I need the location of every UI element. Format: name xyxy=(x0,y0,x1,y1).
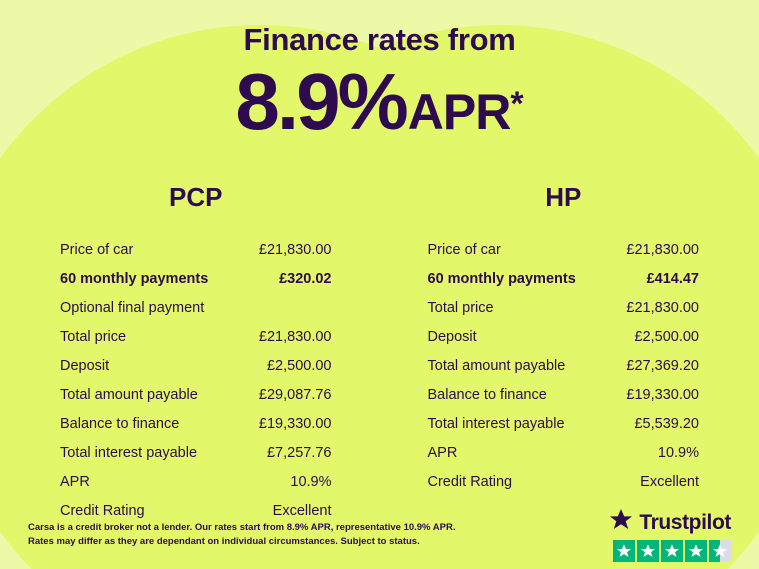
footer xyxy=(0,501,759,569)
table-row xyxy=(404,409,724,438)
row-value: £21,830.00 xyxy=(626,241,699,258)
row-value: £29,087.76 xyxy=(258,386,332,403)
table-row xyxy=(36,235,356,264)
table-row xyxy=(404,380,724,409)
rate-unit: APR xyxy=(407,84,511,140)
row-label: Price of car xyxy=(427,241,501,258)
star-icon xyxy=(637,540,659,562)
table-row xyxy=(36,351,356,380)
row-value: £414.47 xyxy=(646,270,699,287)
rate-asterisk: * xyxy=(510,85,524,123)
row-label: 60 monthly payments xyxy=(60,270,209,287)
table-row xyxy=(404,351,724,380)
row-label: Total interest payable xyxy=(60,444,198,461)
row-label: APR xyxy=(60,473,90,490)
row-label: Balance to finance xyxy=(60,415,180,432)
row-value: Excellent xyxy=(272,502,332,519)
trustpilot-rating xyxy=(609,508,731,562)
table-row xyxy=(404,467,724,496)
table-row xyxy=(36,467,356,496)
row-label: Deposit xyxy=(427,328,477,345)
table-row xyxy=(404,438,724,467)
headline: Finance rates from xyxy=(243,22,516,57)
finance-column-hp xyxy=(404,182,724,525)
star-icon xyxy=(613,540,635,562)
table-row xyxy=(404,293,724,322)
trustpilot-logo xyxy=(609,508,731,537)
trustpilot-star-icon xyxy=(609,508,633,537)
table-row xyxy=(36,293,356,322)
table-row xyxy=(36,322,356,351)
column-title-hp: HP xyxy=(545,182,582,212)
row-label: Total price xyxy=(60,328,127,345)
row-value: £2,500.00 xyxy=(266,357,332,374)
row-value: £5,539.20 xyxy=(634,415,699,432)
row-label: Credit Rating xyxy=(427,473,513,490)
column-title-pcp: PCP xyxy=(169,182,223,212)
rate-display xyxy=(0,57,759,146)
row-label: Total price xyxy=(427,299,494,316)
row-value: £27,369.20 xyxy=(626,357,699,374)
table-row xyxy=(36,380,356,409)
half-star-icon xyxy=(709,540,731,562)
table-row xyxy=(36,438,356,467)
row-label: Deposit xyxy=(60,357,110,374)
table-row xyxy=(404,322,724,351)
row-label: Optional final payment xyxy=(60,299,205,316)
trustpilot-stars xyxy=(613,540,731,562)
row-value: £21,830.00 xyxy=(258,241,332,258)
row-label: APR xyxy=(427,444,458,461)
row-value: £21,830.00 xyxy=(626,299,699,316)
table-row xyxy=(404,235,724,264)
row-label: Price of car xyxy=(60,241,134,258)
row-label: Total amount payable xyxy=(427,357,566,374)
row-value: Excellent xyxy=(640,473,699,490)
star-icon xyxy=(661,540,683,562)
row-value: £320.02 xyxy=(279,270,332,287)
row-value: 10.9% xyxy=(657,444,699,461)
row-label: Total amount payable xyxy=(60,386,198,403)
row-value: £7,257.76 xyxy=(266,444,332,461)
row-label: Credit Rating xyxy=(60,502,145,519)
finance-column-pcp xyxy=(36,182,356,525)
row-label: 60 monthly payments xyxy=(427,270,576,287)
star-icon xyxy=(685,540,707,562)
finance-comparison xyxy=(0,182,759,525)
row-label: Balance to finance xyxy=(427,386,547,403)
disclaimer-text: Carsa is a credit broker not a lender. Our rates start from 8.9% APR, representative 10.9% APR. Rates may differ as they are dependant on individual circumstances. Subject to status. xyxy=(28,522,456,547)
rate-value: 8.9% xyxy=(235,57,406,146)
row-label: Total interest payable xyxy=(427,415,565,432)
trustpilot-name: Trustpilot xyxy=(639,510,731,534)
row-value: £19,330.00 xyxy=(258,415,332,432)
table-row xyxy=(36,264,356,293)
table-row xyxy=(404,264,724,293)
row-value: £21,830.00 xyxy=(258,328,332,345)
row-value: £2,500.00 xyxy=(634,328,699,345)
row-value: £19,330.00 xyxy=(626,386,699,403)
table-row xyxy=(36,409,356,438)
row-value: 10.9% xyxy=(290,473,332,490)
